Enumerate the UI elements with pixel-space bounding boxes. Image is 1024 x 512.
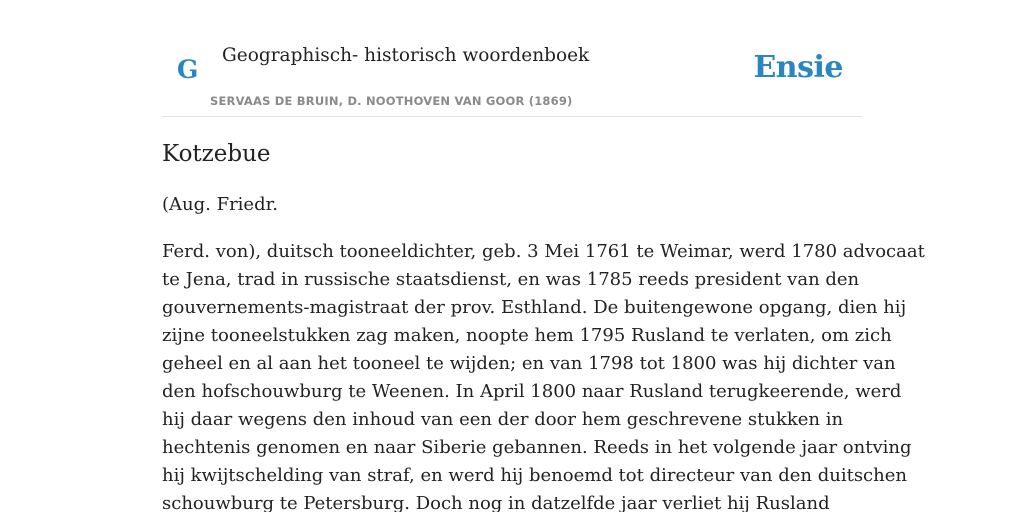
entry-paragraph-body	[162, 238, 925, 512]
entry-paragraph: (Aug. Friedr.	[162, 194, 278, 215]
text-line: hij daar wegens den inhoud van een der door hem geschrevene stukken in	[162, 409, 844, 430]
text-line: geheel en al aan het tooneel te wijden; en van 1798 tot 1800 was hij dichter van	[162, 353, 896, 374]
entry-title: Kotzebue	[162, 141, 271, 167]
text-line: hechtenis genomen en naar Siberie gebannen. Reeds in het volgende jaar ontving	[162, 437, 912, 458]
site-header	[162, 0, 862, 117]
text-line: zijne tooneelstukken zag maken, noopte hem 1795 Rusland te verlaten, om zich	[162, 325, 892, 346]
book-author: SERVAAS DE BRUIN, D. NOOTHOVEN VAN GOOR (1869)	[210, 94, 573, 108]
text-line: hij kwijtschelding van straf, en werd hij benoemd tot directeur van den duitschen	[162, 465, 907, 486]
brand-logo-link[interactable]: Ensie	[753, 50, 843, 85]
text-line: schouwburg te Petersburg. Doch nog in datzelfde jaar verliet hij Rusland	[162, 493, 830, 512]
book-logo-link[interactable]: G	[177, 55, 199, 84]
text-line: te Jena, trad in russische staatsdienst, en was 1785 reeds president van den	[162, 269, 860, 290]
text-line: den hofschouwburg te Weenen. In April 1800 naar Rusland terugkeerende, werd	[162, 381, 902, 402]
book-title[interactable]: Geographisch- historisch woordenboek	[222, 45, 590, 66]
text-line: Ferd. von), duitsch tooneeldichter, geb. 3 Mei 1761 te Weimar, werd 1780 advocaat	[162, 241, 925, 262]
entry-content	[162, 138, 925, 512]
text-line: gouvernements-magistraat der prov. Esthland. De buitengewone opgang, dien hij	[162, 297, 907, 318]
